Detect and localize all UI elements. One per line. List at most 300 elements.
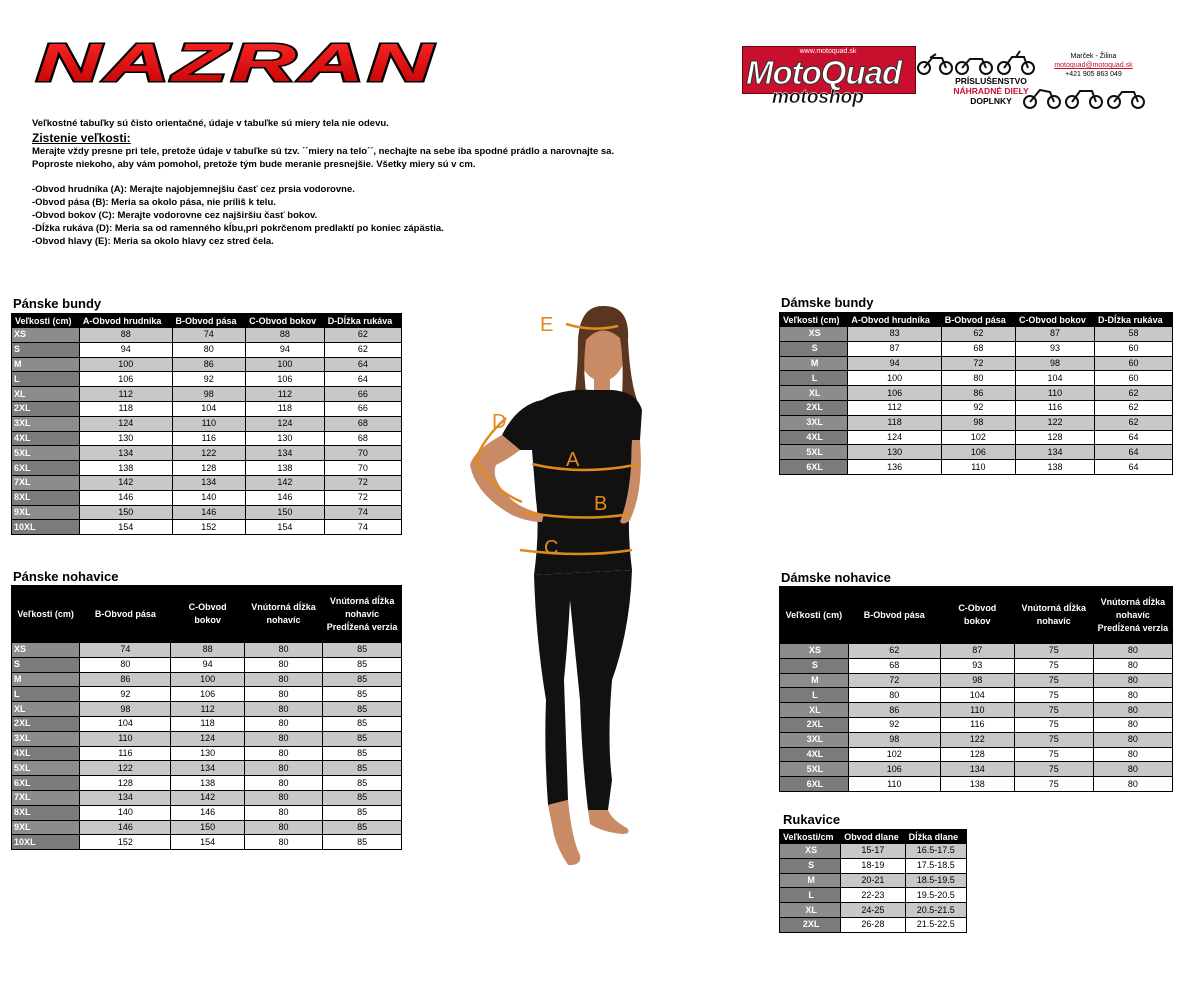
table-cell: 106 xyxy=(941,445,1015,460)
table-cell: 150 xyxy=(171,820,244,835)
motoquad-contact xyxy=(1036,52,1151,79)
table-cell: 94 xyxy=(246,342,325,357)
size-label: 4XL xyxy=(12,431,80,446)
table-cell: 93 xyxy=(940,658,1014,673)
table-cell: 87 xyxy=(848,341,941,356)
table-row xyxy=(12,716,402,731)
size-label: 2XL xyxy=(780,717,849,732)
table-cell: 83 xyxy=(848,327,941,342)
intro-measure-e: -Obvod hlavy (E): Meria sa okolo hlavy cez stred čela. xyxy=(32,236,274,247)
table-cell: 98 xyxy=(172,387,246,402)
size-label: 5XL xyxy=(12,446,80,461)
table-cell: 110 xyxy=(940,703,1014,718)
table-cell: 62 xyxy=(1095,386,1173,401)
table-row xyxy=(12,416,402,431)
intro-measure-c: -Obvod bokov (C): Merajte vodorovne cez najširšiu časť bokov. xyxy=(32,210,318,221)
table-row xyxy=(12,761,402,776)
size-label: 6XL xyxy=(12,776,80,791)
table-header-row xyxy=(780,830,967,844)
table-cell: 85 xyxy=(323,761,402,776)
table-cell: 98 xyxy=(848,732,940,747)
table-cell: 68 xyxy=(324,431,401,446)
label-c: C xyxy=(544,537,559,559)
table-cell: 64 xyxy=(1095,460,1173,475)
table-cell: 80 xyxy=(244,820,322,835)
table-cell: 92 xyxy=(172,372,246,387)
column-header: Obvod dlane xyxy=(841,830,905,844)
table-cell: 98 xyxy=(80,702,171,717)
nazran-logo-text: NAZRAN xyxy=(36,38,436,88)
table-cell: 85 xyxy=(323,776,402,791)
table-cell: 85 xyxy=(323,731,402,746)
table-cell: 85 xyxy=(323,820,402,835)
size-label: XL xyxy=(12,387,80,402)
table-cell: 122 xyxy=(1015,415,1094,430)
size-label: S xyxy=(12,342,80,357)
size-label: XL xyxy=(780,703,849,718)
table-cell: 85 xyxy=(323,790,402,805)
size-label: 5XL xyxy=(12,761,80,776)
table-cell: 104 xyxy=(172,401,246,416)
table-row xyxy=(12,746,402,761)
table-cell: 110 xyxy=(172,416,246,431)
table-cell: 102 xyxy=(941,430,1015,445)
table-cell: 68 xyxy=(324,416,401,431)
size-label: L xyxy=(12,687,80,702)
table-row xyxy=(12,372,402,387)
table-cell: 124 xyxy=(848,430,941,445)
table-cell: 75 xyxy=(1014,777,1093,792)
column-header: B-Obvod pása xyxy=(941,313,1015,327)
woman-silhouette xyxy=(470,306,642,865)
table-cell: 150 xyxy=(79,505,172,520)
table-cell: 98 xyxy=(940,673,1014,688)
table-row xyxy=(12,820,402,835)
table-row xyxy=(780,327,1173,342)
size-label: S xyxy=(12,657,80,672)
right-foot xyxy=(588,810,629,834)
table-cell: 154 xyxy=(171,835,244,850)
table-cell: 130 xyxy=(848,445,941,460)
table-cell: 104 xyxy=(80,716,171,731)
table-cell: 134 xyxy=(172,475,246,490)
table-cell: 74 xyxy=(324,505,401,520)
motoquad-banner xyxy=(916,46,1148,112)
table-cell: 116 xyxy=(940,717,1014,732)
table-cell: 112 xyxy=(848,400,941,415)
intro-measure-a: -Obvod hrudníka (A): Merajte najobjemnejšiu časť cez prsia vodorovne. xyxy=(32,184,355,195)
table-cell: 130 xyxy=(171,746,244,761)
table-cell: 146 xyxy=(79,490,172,505)
size-label: XS xyxy=(780,644,849,659)
table-cell: 66 xyxy=(324,401,401,416)
tag-nahradne-diely: NÁHRADNÉ DIELY xyxy=(953,86,1029,96)
tag-doplnky: DOPLNKY xyxy=(970,96,1012,106)
table-cell: 146 xyxy=(172,505,246,520)
table-row xyxy=(12,401,402,416)
table-cell: 80 xyxy=(1093,688,1172,703)
table-cell: 62 xyxy=(941,327,1015,342)
table-row xyxy=(12,431,402,446)
label-e: E xyxy=(540,314,554,336)
table-cell: 80 xyxy=(244,761,322,776)
table-cell: 100 xyxy=(246,357,325,372)
motoquad-url: www.motoquad.sk xyxy=(799,48,857,55)
column-header: B-Obvod pása xyxy=(80,586,171,643)
table-cell: 85 xyxy=(323,805,402,820)
table-cell: 146 xyxy=(171,805,244,820)
table-cell: 150 xyxy=(246,505,325,520)
table-cell: 106 xyxy=(79,372,172,387)
table-row xyxy=(12,790,402,805)
table-cell: 138 xyxy=(1015,460,1094,475)
table-cell: 80 xyxy=(848,688,940,703)
table-row xyxy=(780,762,1173,777)
table-cell: 154 xyxy=(246,520,325,535)
table-cell: 146 xyxy=(246,490,325,505)
size-label: 2XL xyxy=(780,400,848,415)
table-row xyxy=(12,520,402,535)
table-cell: 146 xyxy=(80,820,171,835)
size-label: XL xyxy=(780,903,841,918)
table-cell: 80 xyxy=(244,805,322,820)
table-cell: 124 xyxy=(79,416,172,431)
size-label: XL xyxy=(12,702,80,717)
table-cell: 75 xyxy=(1014,717,1093,732)
table-row xyxy=(12,687,402,702)
table-cell: 60 xyxy=(1095,371,1173,386)
table-cell: 94 xyxy=(79,342,172,357)
table-cell: 98 xyxy=(1015,356,1094,371)
table-cell: 75 xyxy=(1014,644,1093,659)
table-cell: 85 xyxy=(323,716,402,731)
table-cell: 72 xyxy=(941,356,1015,371)
table-cell: 138 xyxy=(171,776,244,791)
table-cell: 86 xyxy=(80,672,171,687)
table-cell: 64 xyxy=(324,372,401,387)
column-header: B-Obvod pása xyxy=(848,587,940,644)
size-label: 4XL xyxy=(780,430,848,445)
table-cell: 68 xyxy=(848,658,940,673)
size-label: XS xyxy=(780,844,841,859)
table-cell: 85 xyxy=(323,702,402,717)
table-row xyxy=(780,688,1173,703)
size-label: 9XL xyxy=(12,820,80,835)
table-cell: 142 xyxy=(246,475,325,490)
table-cell: 118 xyxy=(246,401,325,416)
table-row xyxy=(780,445,1173,460)
size-label: 7XL xyxy=(12,790,80,805)
table-cell: 112 xyxy=(79,387,172,402)
size-label: M xyxy=(12,672,80,687)
table-cell: 19.5-20.5 xyxy=(905,888,966,903)
table-cell: 80 xyxy=(1093,717,1172,732)
table-cell: 86 xyxy=(172,357,246,372)
table-cell: 80 xyxy=(244,657,322,672)
table-cell: 17.5-18.5 xyxy=(905,858,966,873)
men-jackets-title: Pánske bundy xyxy=(13,296,102,311)
table-cell: 138 xyxy=(246,461,325,476)
table-row xyxy=(780,430,1173,445)
table-cell: 106 xyxy=(171,687,244,702)
size-label: 2XL xyxy=(12,401,80,416)
table-cell: 152 xyxy=(80,835,171,850)
column-header: Vnútorná dĺžka nohavíc xyxy=(244,586,322,643)
table-cell: 62 xyxy=(324,328,401,343)
table-cell: 80 xyxy=(244,672,322,687)
table-cell: 138 xyxy=(940,777,1014,792)
size-label: 2XL xyxy=(12,716,80,731)
table-cell: 21.5-22.5 xyxy=(905,917,966,932)
table-cell: 106 xyxy=(246,372,325,387)
intro-paragraph: Merajte vždy presne pri tele, pretože údaje v tabuľke sú tzv. ´´miery na telo´´, nechajte na sebe iba spodné prádlo a narovnajte sa. Poproste niekoho, aby vám pomohol, pretože tým bude meranie presnejšie. Všetky miery sú v cm. xyxy=(32,146,615,170)
table-cell: 88 xyxy=(246,328,325,343)
table-cell: 80 xyxy=(172,342,246,357)
table-cell: 75 xyxy=(1014,747,1093,762)
table-row xyxy=(780,703,1173,718)
motoquad-contact-city: Marček - Žilina xyxy=(1070,53,1117,60)
table-header-row xyxy=(780,313,1173,327)
size-label: 6XL xyxy=(780,777,849,792)
column-header: C-Obvod bokov xyxy=(1015,313,1094,327)
table-cell: 80 xyxy=(244,716,322,731)
size-label: S xyxy=(780,658,849,673)
table-cell: 112 xyxy=(171,702,244,717)
column-header: C-Obvod bokov xyxy=(171,586,244,643)
table-cell: 87 xyxy=(1015,327,1094,342)
intro-measure-b: -Obvod pása (B): Meria sa okolo pása, nie príliš k telu. xyxy=(32,197,276,208)
table-cell: 154 xyxy=(79,520,172,535)
column-header: D-Dĺžka rukáva xyxy=(1095,313,1173,327)
table-cell: 80 xyxy=(244,746,322,761)
table-cell: 86 xyxy=(848,703,940,718)
table-row xyxy=(780,341,1173,356)
table-cell: 80 xyxy=(1093,703,1172,718)
table-cell: 130 xyxy=(246,431,325,446)
table-cell: 80 xyxy=(1093,644,1172,659)
table-cell: 118 xyxy=(79,401,172,416)
table-cell: 92 xyxy=(80,687,171,702)
table-cell: 110 xyxy=(941,460,1015,475)
table-cell: 20-21 xyxy=(841,873,905,888)
size-label: L xyxy=(780,888,841,903)
table-cell: 18-19 xyxy=(841,858,905,873)
table-row xyxy=(780,858,967,873)
table-cell: 134 xyxy=(79,446,172,461)
table-cell: 116 xyxy=(172,431,246,446)
table-cell: 134 xyxy=(80,790,171,805)
table-row xyxy=(12,643,402,658)
table-row xyxy=(780,386,1173,401)
table-row xyxy=(780,873,967,888)
table-row xyxy=(12,805,402,820)
table-cell: 80 xyxy=(1093,747,1172,762)
table-cell: 124 xyxy=(171,731,244,746)
table-cell: 85 xyxy=(323,746,402,761)
table-row xyxy=(780,673,1173,688)
table-cell: 64 xyxy=(1095,430,1173,445)
table-cell: 18.5-19.5 xyxy=(905,873,966,888)
size-label: 8XL xyxy=(12,805,80,820)
table-cell: 87 xyxy=(940,644,1014,659)
column-header: Vnútorná dĺžka nohavíc Predĺžená verzia xyxy=(1093,587,1172,644)
table-cell: 142 xyxy=(171,790,244,805)
women-jackets-title: Dámske bundy xyxy=(781,295,874,310)
table-cell: 66 xyxy=(324,387,401,402)
table-cell: 118 xyxy=(848,415,941,430)
table-cell: 62 xyxy=(848,644,940,659)
table-cell: 80 xyxy=(244,643,322,658)
motoquad-logo xyxy=(742,46,914,110)
size-label: 6XL xyxy=(12,461,80,476)
table-cell: 58 xyxy=(1095,327,1173,342)
table-cell: 88 xyxy=(79,328,172,343)
size-label: 3XL xyxy=(780,415,848,430)
table-cell: 92 xyxy=(848,717,940,732)
table-cell: 80 xyxy=(244,731,322,746)
column-header: Veľkosti (cm) xyxy=(12,314,80,328)
column-header: Vnútorná dĺžka nohavíc Predĺžená verzia xyxy=(323,586,402,643)
table-cell: 80 xyxy=(1093,762,1172,777)
table-row xyxy=(780,888,967,903)
table-header-row xyxy=(12,314,402,328)
table-cell: 128 xyxy=(1015,430,1094,445)
table-cell: 86 xyxy=(941,386,1015,401)
table-row xyxy=(12,835,402,850)
table-row xyxy=(780,747,1173,762)
table-cell: 94 xyxy=(171,657,244,672)
table-cell: 100 xyxy=(171,672,244,687)
table-cell: 93 xyxy=(1015,341,1094,356)
table-cell: 80 xyxy=(80,657,171,672)
motorcycle-icons-bottom xyxy=(1022,82,1148,110)
size-label: XL xyxy=(780,386,848,401)
motoquad-name: MotoQuad xyxy=(746,54,902,91)
left-foot xyxy=(548,800,580,865)
table-row xyxy=(12,776,402,791)
leggings xyxy=(534,570,632,810)
size-label: XS xyxy=(780,327,848,342)
table-cell: 80 xyxy=(1093,673,1172,688)
table-row xyxy=(780,658,1173,673)
intro-measure-d: -Dĺžka rukáva (D): Meria sa od ramenného kĺbu,pri pokrčenom predlaktí po koniec zápästia. xyxy=(32,223,444,234)
table-row xyxy=(780,644,1173,659)
table-row xyxy=(12,505,402,520)
table-row xyxy=(780,903,967,918)
table-cell: 64 xyxy=(324,357,401,372)
table-header-row xyxy=(12,586,402,643)
column-header: C-Obvod bokov xyxy=(940,587,1014,644)
table-row xyxy=(780,356,1173,371)
table-cell: 116 xyxy=(1015,400,1094,415)
table-cell: 124 xyxy=(246,416,325,431)
size-label: 5XL xyxy=(780,762,849,777)
table-cell: 104 xyxy=(1015,371,1094,386)
table-row xyxy=(780,717,1173,732)
table-row xyxy=(780,844,967,859)
table-cell: 112 xyxy=(246,387,325,402)
table-cell: 60 xyxy=(1095,341,1173,356)
column-header: Veľkosti (cm) xyxy=(780,313,848,327)
size-label: 3XL xyxy=(780,732,849,747)
column-header: Veľkosti (cm) xyxy=(780,587,849,644)
table-cell: 74 xyxy=(172,328,246,343)
table-cell: 26-28 xyxy=(841,917,905,932)
table-cell: 136 xyxy=(848,460,941,475)
size-label: L xyxy=(780,371,848,386)
size-label: 3XL xyxy=(12,731,80,746)
table-cell: 70 xyxy=(324,446,401,461)
table-row xyxy=(780,732,1173,747)
table-row xyxy=(12,342,402,357)
table-cell: 104 xyxy=(940,688,1014,703)
table-row xyxy=(12,490,402,505)
table-cell: 110 xyxy=(848,777,940,792)
men-jackets-table xyxy=(11,313,402,535)
size-label: M xyxy=(780,356,848,371)
size-label: L xyxy=(780,688,849,703)
table-cell: 72 xyxy=(324,490,401,505)
column-header: C-Obvod bokov xyxy=(246,314,325,328)
women-pants-table xyxy=(779,586,1173,792)
intro-text xyxy=(32,117,632,248)
table-cell: 85 xyxy=(323,643,402,658)
table-row xyxy=(780,400,1173,415)
size-label: XS xyxy=(12,328,80,343)
size-label: 4XL xyxy=(780,747,849,762)
table-row xyxy=(780,460,1173,475)
size-label: XS xyxy=(12,643,80,658)
table-row xyxy=(12,672,402,687)
table-cell: 80 xyxy=(244,835,322,850)
nazran-logo xyxy=(30,38,442,88)
size-label: 8XL xyxy=(12,490,80,505)
table-cell: 75 xyxy=(1014,703,1093,718)
table-cell: 75 xyxy=(1014,688,1093,703)
table-row xyxy=(12,328,402,343)
table-cell: 152 xyxy=(172,520,246,535)
table-cell: 110 xyxy=(1015,386,1094,401)
intro-heading: Zistenie veľkosti: xyxy=(32,131,131,145)
column-header: B-Obvod pása xyxy=(172,314,246,328)
table-cell: 92 xyxy=(941,400,1015,415)
table-cell: 16.5-17.5 xyxy=(905,844,966,859)
table-cell: 62 xyxy=(1095,400,1173,415)
women-jackets-table xyxy=(779,312,1173,475)
size-label: M xyxy=(780,673,849,688)
size-label: 10XL xyxy=(12,520,80,535)
table-cell: 94 xyxy=(848,356,941,371)
size-label: 5XL xyxy=(780,445,848,460)
table-cell: 80 xyxy=(244,687,322,702)
table-cell: 72 xyxy=(848,673,940,688)
table-cell: 142 xyxy=(79,475,172,490)
tag-prislusenstvo: PRÍSLUŠENSTVO xyxy=(955,76,1027,86)
table-cell: 128 xyxy=(940,747,1014,762)
column-header: Vnútorná dĺžka nohavíc xyxy=(1014,587,1093,644)
table-cell: 68 xyxy=(941,341,1015,356)
table-cell: 62 xyxy=(324,342,401,357)
table-cell: 140 xyxy=(172,490,246,505)
table-row xyxy=(12,387,402,402)
tshirt xyxy=(502,390,642,575)
table-cell: 100 xyxy=(848,371,941,386)
table-cell: 85 xyxy=(323,835,402,850)
table-cell: 60 xyxy=(1095,356,1173,371)
table-cell: 70 xyxy=(324,461,401,476)
table-cell: 134 xyxy=(246,446,325,461)
table-cell: 75 xyxy=(1014,732,1093,747)
